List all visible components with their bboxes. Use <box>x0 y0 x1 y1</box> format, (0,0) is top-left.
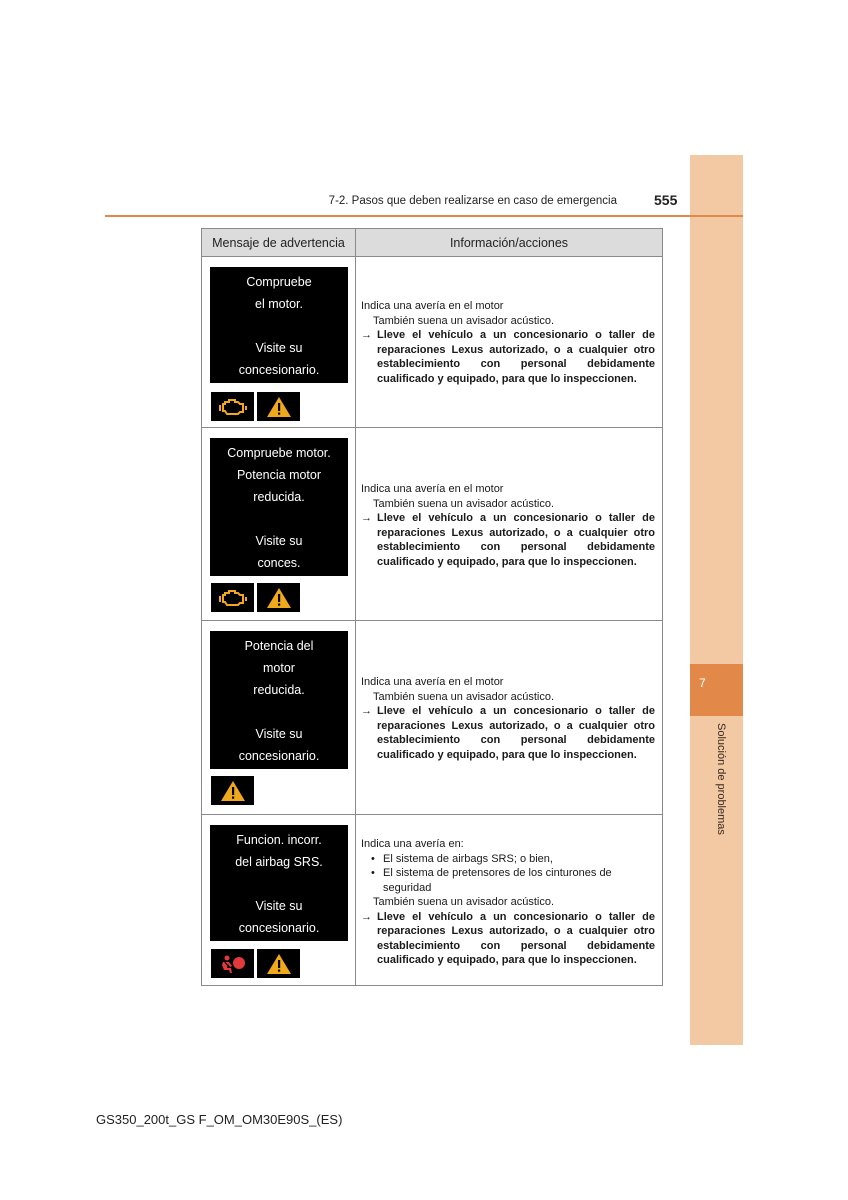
srs-airbag-icon <box>211 949 254 978</box>
info-intro: Indica una avería en el motor <box>361 676 504 688</box>
message-line: concesionario. <box>238 363 320 377</box>
warning-message-display <box>210 438 348 576</box>
info-intro: Indica una avería en el motor <box>361 300 504 312</box>
message-line: el motor. <box>255 297 303 311</box>
table-row <box>202 257 663 428</box>
sound-note: También suena un avisador acústico. <box>373 497 554 510</box>
message-line: Potencia del <box>244 639 314 653</box>
arrow-icon: → <box>361 512 372 524</box>
arrow-icon: → <box>361 329 372 341</box>
message-line: motor <box>263 661 295 675</box>
bullet-icon: • <box>371 867 375 879</box>
warning-triangle-icon <box>257 949 300 978</box>
warning-message-cell <box>202 257 356 428</box>
info-cell <box>356 621 663 815</box>
warning-message-display <box>210 825 348 941</box>
chapter-title: Solución de problemas <box>715 723 727 835</box>
table-row <box>202 428 663 621</box>
message-line: conces. <box>257 556 301 570</box>
warning-message-cell <box>202 621 356 815</box>
action-line <box>361 704 655 762</box>
bullet-icon: • <box>371 852 375 865</box>
action-text: Lleve el vehículo a un concesionario o taller de reparaciones Lexus autorizado, o a cualquier otro establecimiento con personal debidamente cualificado y equipado, para que lo inspeccionen. <box>377 329 655 385</box>
warning-icons <box>211 949 300 978</box>
warning-message-display <box>210 631 348 769</box>
warning-icons <box>211 583 300 612</box>
action-line <box>361 910 655 968</box>
warning-message-cell <box>202 428 356 621</box>
sound-note: También suena un avisador acústico. <box>373 690 554 703</box>
info-intro: Indica una avería en el motor <box>361 483 504 495</box>
message-line: reducida. <box>253 683 305 697</box>
info-intro: Indica una avería en: <box>361 838 464 850</box>
header-rule <box>105 215 743 217</box>
action-text: Lleve el vehículo a un concesionario o taller de reparaciones Lexus autorizado, o a cualquier otro establecimiento con personal debidamente cualificado y equipado, para que lo inspeccionen. <box>377 705 655 761</box>
message-line: Visite su <box>255 341 303 355</box>
bullet-item <box>361 866 655 895</box>
message-line: Visite su <box>255 534 303 548</box>
warning-icons <box>211 776 254 805</box>
info-cell <box>356 428 663 621</box>
message-line: Funcion. incorr. <box>236 833 322 847</box>
table-header-row <box>202 229 663 257</box>
document-code-footer: GS350_200t_GS F_OM_OM30E90S_(ES) <box>96 1112 343 1127</box>
warning-message-cell <box>202 815 356 986</box>
table-row <box>202 621 663 815</box>
check-engine-icon <box>211 392 254 421</box>
info-text <box>356 837 662 968</box>
arrow-icon: → <box>361 910 372 923</box>
message-line: Visite su <box>255 727 303 741</box>
chapter-side-tab <box>690 155 743 1045</box>
check-engine-icon <box>211 583 254 612</box>
message-line: del airbag SRS. <box>235 855 323 869</box>
message-line: concesionario. <box>238 921 320 935</box>
info-cell <box>356 257 663 428</box>
info-text <box>356 299 662 386</box>
message-line: Compruebe motor. <box>227 446 331 460</box>
section-header: 7-2. Pasos que deben realizarse en caso de emergencia <box>328 195 617 207</box>
warning-message-display <box>210 267 348 383</box>
message-line: concesionario. <box>238 749 320 763</box>
column-header-message: Mensaje de advertencia <box>202 229 356 257</box>
column-header-info: Información/acciones <box>356 229 663 257</box>
action-line <box>361 328 655 386</box>
warning-icons <box>211 392 300 421</box>
info-cell <box>356 815 663 986</box>
action-text: Lleve el vehículo a un concesionario o taller de reparaciones Lexus autorizado, o a cualquier otro establecimiento con personal debidamente cualificado y equipado, para que lo inspeccionen. <box>377 512 655 568</box>
warning-triangle-icon <box>211 776 254 805</box>
arrow-icon: → <box>361 705 372 717</box>
message-line: Visite su <box>255 899 303 913</box>
page-number: 555 <box>654 192 678 208</box>
action-line <box>361 511 655 569</box>
message-line: Compruebe <box>246 275 312 289</box>
info-text <box>356 482 662 569</box>
message-line: reducida. <box>253 490 305 504</box>
message-line: Potencia motor <box>236 468 322 482</box>
sound-note: También suena un avisador acústico. <box>373 896 554 908</box>
bullet-text: El sistema de airbags SRS; o bien, <box>383 852 553 865</box>
bullet-item <box>361 852 655 867</box>
info-text <box>356 675 662 762</box>
warning-triangle-icon <box>257 392 300 421</box>
sound-note: También suena un avisador acústico. <box>373 314 554 327</box>
warning-triangle-icon <box>257 583 300 612</box>
warning-table <box>201 228 663 986</box>
bullet-text: El sistema de pretensores de los cinturones de seguridad <box>383 867 612 894</box>
action-text: Lleve el vehículo a un concesionario o taller de reparaciones Lexus autorizado, o a cualquier otro establecimiento con personal debidamente cualificado y equipado, para que lo inspeccionen. <box>377 910 655 966</box>
chapter-number-box <box>690 664 743 716</box>
chapter-number: 7 <box>699 676 706 690</box>
table-row <box>202 815 663 986</box>
